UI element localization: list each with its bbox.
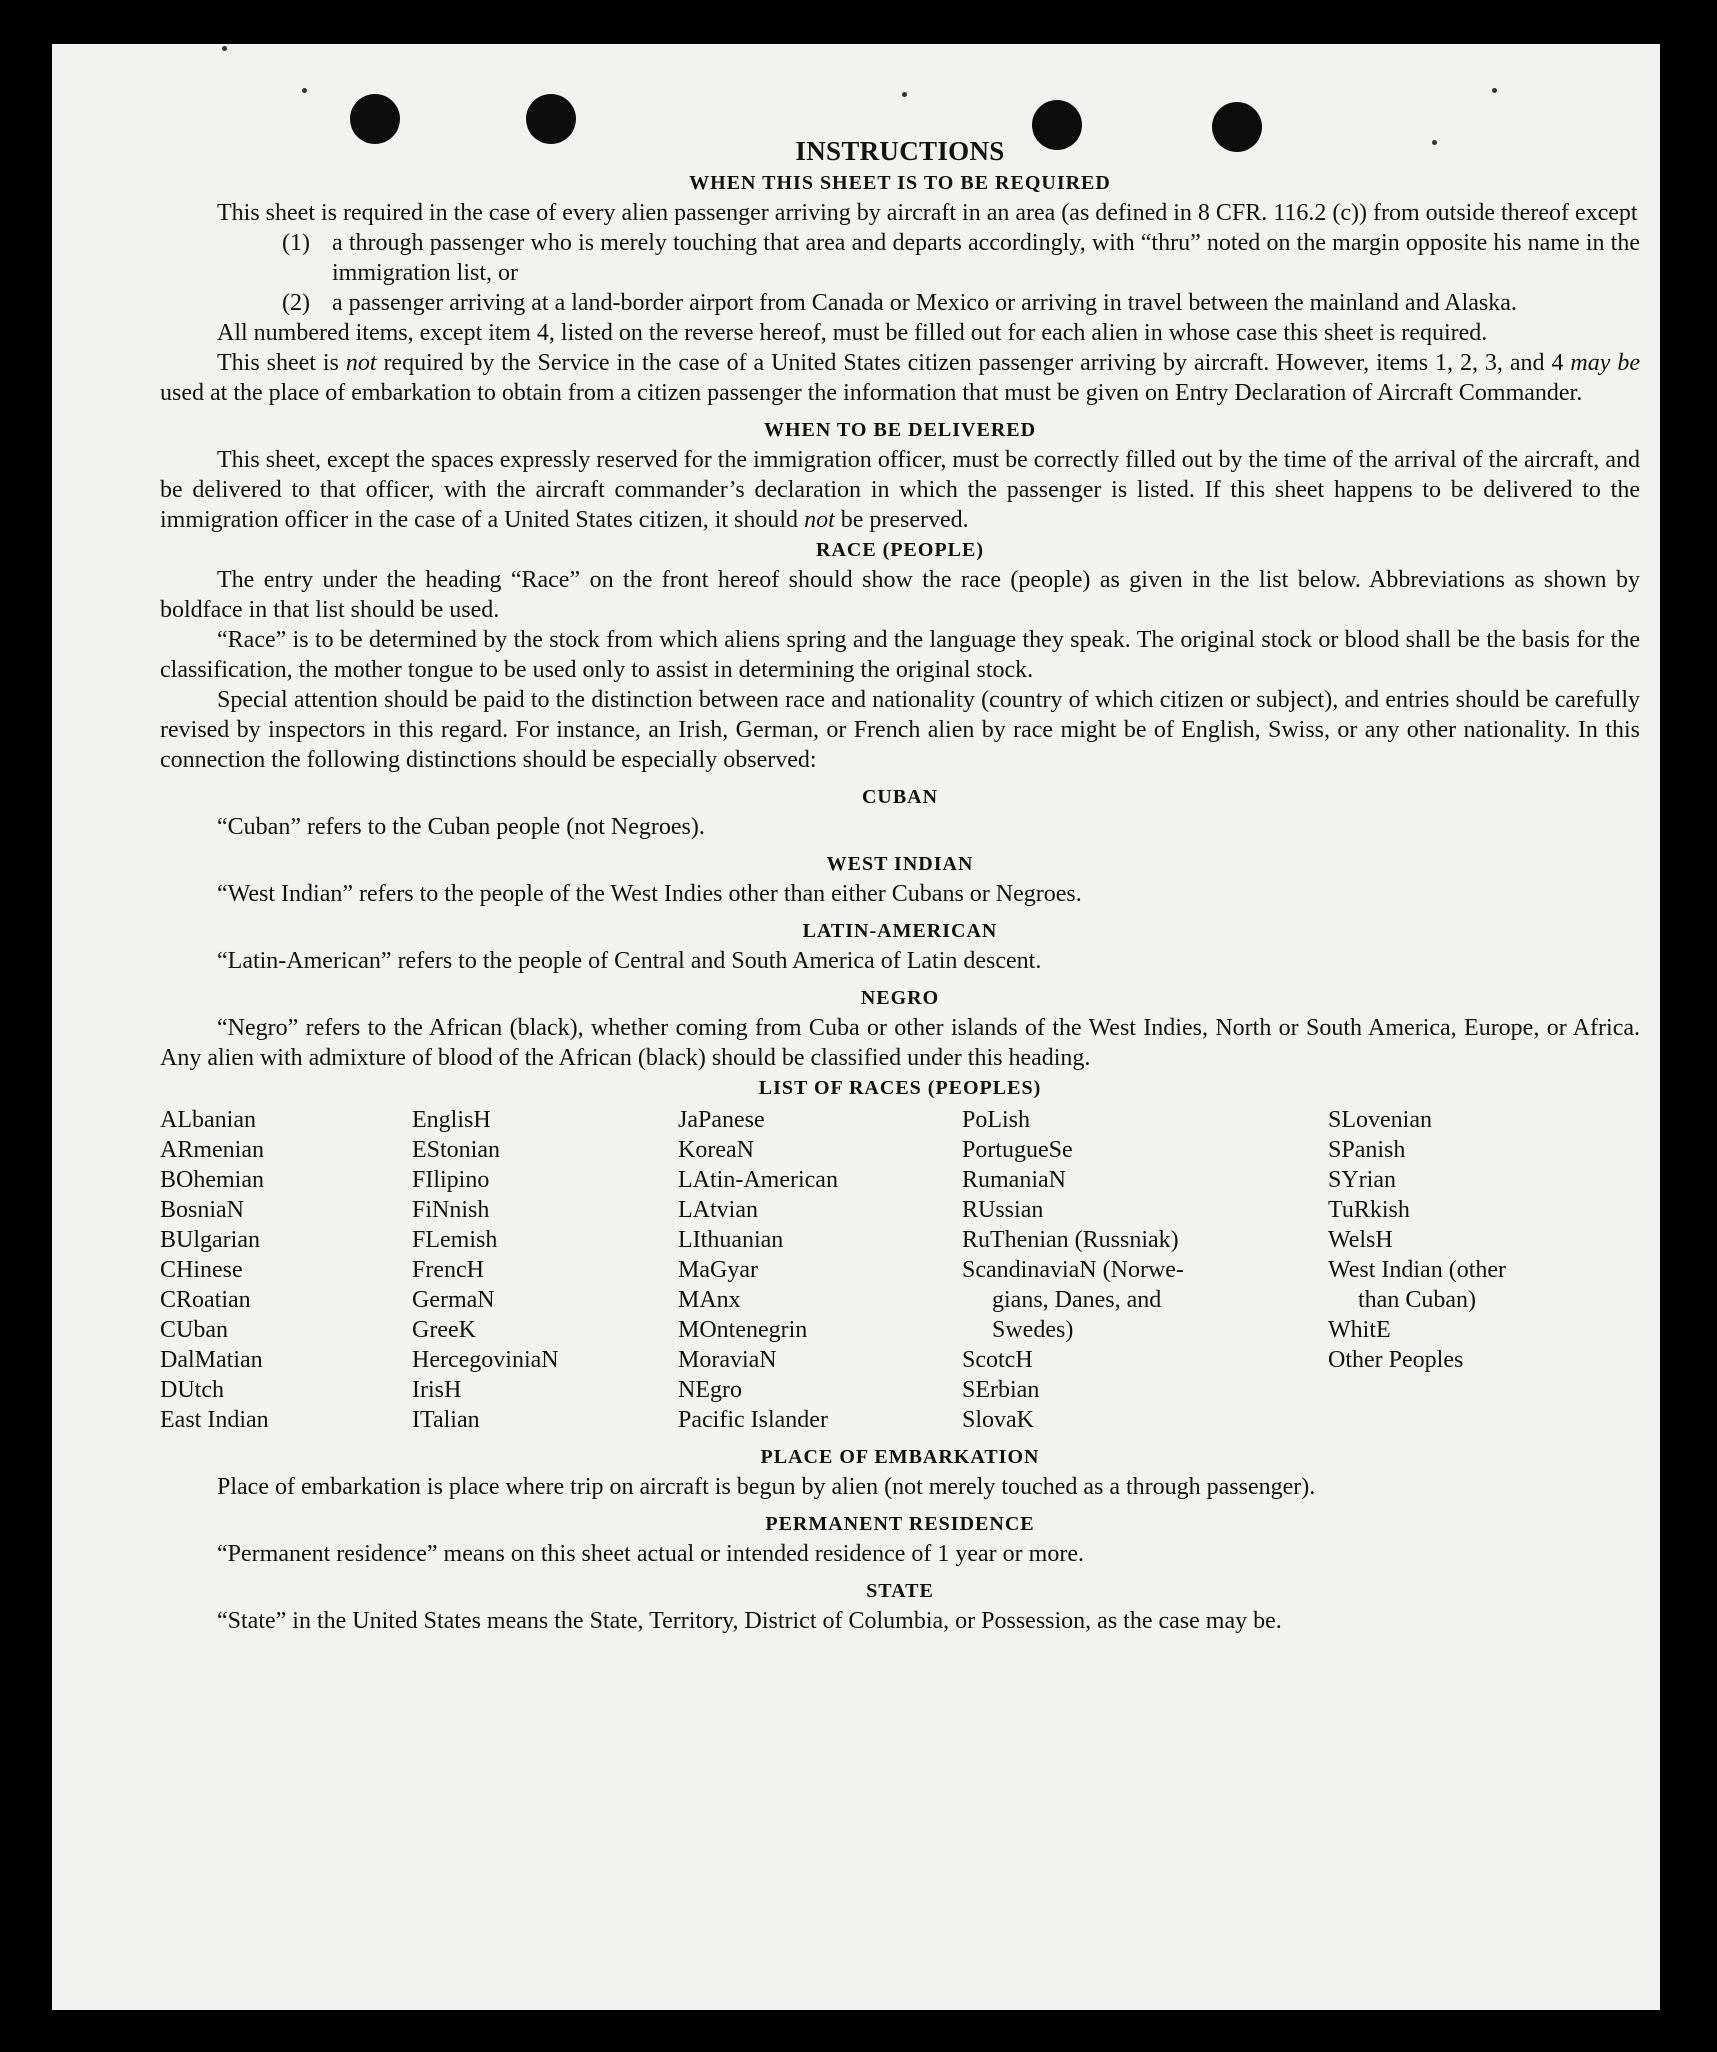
- paragraph: This sheet is not required by the Service in the case of a United States citizen passenger arriving by aircraft. However, items 1, 2, 3, and 4 may be used at the place of embarkation to obtain from a citizen passenger the information that must be given on Entry Declaration of Aircraft Commander.: [160, 350, 1641, 406]
- paragraph: All numbered items, except item 4, listed on the reverse hereof, must be filled out for each alien in whose case this sheet is required.: [217, 320, 1488, 346]
- race-item: CHinese: [160, 1257, 243, 1283]
- paragraph: Special attention should be paid to the distinction between race and nationality (country of which citizen or subject), and entries should be carefully revised by inspectors in this regard. For instance, an Irish, German, or French alien by race might be of English, Swiss, or any other nationality. In this connection the following distinctions should be especially observed:: [160, 687, 1640, 773]
- speck: [902, 92, 907, 97]
- race-item: MaGyar: [678, 1257, 758, 1283]
- race-item: ARmenian: [160, 1137, 264, 1163]
- race-item: SPanish: [1328, 1137, 1406, 1163]
- race-item: TuRkish: [1328, 1197, 1410, 1223]
- heading-when-delivered: WHEN TO BE DELIVERED: [763, 419, 1037, 441]
- race-item: ScandinaviaN (Norwe-: [962, 1257, 1184, 1283]
- race-item: WelsH: [1328, 1227, 1393, 1253]
- heading-place-of-embarkation: PLACE OF EMBARKATION: [760, 1446, 1040, 1468]
- race-column: [160, 1105, 412, 1435]
- heading-when-required: WHEN THIS SHEET IS TO BE REQUIRED: [689, 172, 1111, 194]
- heading-west-indian: WEST INDIAN: [826, 853, 974, 875]
- heading-cuban: CUBAN: [861, 786, 939, 808]
- race-item: gians, Danes, and: [992, 1287, 1162, 1313]
- item-text: a passenger arriving at a land-border airport from Canada or Mexico or arriving in travel between the mainland and Alaska.: [332, 290, 1517, 316]
- race-item: LAtvian: [678, 1197, 758, 1223]
- race-item: FiNnish: [412, 1197, 490, 1223]
- race-item: SLovenian: [1328, 1107, 1432, 1133]
- race-item: RumaniaN: [962, 1167, 1066, 1193]
- race-item: GreeK: [412, 1317, 476, 1343]
- document-sheet: [52, 44, 1660, 2010]
- paragraph: “Latin-American” refers to the people of Central and South America of Latin descent.: [217, 948, 1042, 974]
- race-item: East Indian: [160, 1407, 269, 1433]
- race-column: [678, 1105, 962, 1435]
- heading-state: STATE: [866, 1580, 934, 1602]
- paragraph: Place of embarkation is place where trip on aircraft is begun by alien (not merely touched as a through passenger).: [217, 1474, 1316, 1500]
- race-item: HercegoviniaN: [412, 1347, 559, 1373]
- race-item: EnglisH: [412, 1107, 491, 1133]
- race-column: [412, 1105, 678, 1435]
- paragraph: “Cuban” refers to the Cuban people (not Negroes).: [217, 814, 705, 840]
- heading-permanent-residence: PERMANENT RESIDENCE: [765, 1513, 1035, 1535]
- paragraph: The entry under the heading “Race” on the front hereof should show the race (people) as given in the list below. Abbreviations as shown by boldface in that list should be used.: [160, 567, 1640, 623]
- race-item: FLemish: [412, 1227, 498, 1253]
- race-item: ITalian: [412, 1407, 480, 1433]
- race-item: IrisH: [412, 1377, 462, 1403]
- race-item: FrencH: [412, 1257, 484, 1283]
- race-item: Pacific Islander: [678, 1407, 828, 1433]
- race-item: MOntenegrin: [678, 1317, 808, 1343]
- race-item: BOhemian: [160, 1167, 264, 1193]
- paragraph: “Permanent residence” means on this sheet actual or intended residence of 1 year or more.: [217, 1541, 1084, 1567]
- instructions-content: [160, 136, 1640, 1636]
- paragraph: This sheet is required in the case of every alien passenger arriving by aircraft in an area (as defined in 8 CFR. 116.2 (c)) from outside thereof except: [217, 200, 1638, 226]
- race-item: SErbian: [962, 1377, 1040, 1403]
- race-column: [1328, 1105, 1628, 1435]
- race-column: [962, 1105, 1328, 1435]
- race-item: ALbanian: [160, 1107, 256, 1133]
- race-item: MoraviaN: [678, 1347, 777, 1373]
- race-item: RuThenian (Russniak): [962, 1227, 1179, 1253]
- race-item: West Indian (other: [1328, 1257, 1507, 1283]
- race-item: EStonian: [412, 1137, 500, 1163]
- race-item: NEgro: [678, 1377, 742, 1403]
- race-list: [160, 1105, 1640, 1435]
- speck: [302, 88, 307, 93]
- paragraph: “State” in the United States means the State, Territory, District of Columbia, or Possession, as the case may be.: [217, 1608, 1282, 1634]
- race-item: Swedes): [992, 1317, 1074, 1343]
- item-number: (1): [282, 230, 310, 256]
- race-item: SlovaK: [962, 1407, 1034, 1433]
- race-item: RUssian: [962, 1197, 1044, 1223]
- race-item: KoreaN: [678, 1137, 754, 1163]
- race-item: CRoatian: [160, 1287, 251, 1313]
- heading-latin-american: LATIN-AMERICAN: [802, 920, 998, 942]
- heading-list-of-races: LIST OF RACES (PEOPLES): [758, 1077, 1042, 1099]
- race-item: WhitE: [1328, 1317, 1391, 1343]
- race-item: MAnx: [678, 1287, 741, 1313]
- race-item: GermaN: [412, 1287, 495, 1313]
- race-item: ScotcH: [962, 1347, 1033, 1373]
- item-number: (2): [282, 290, 310, 316]
- paragraph: “West Indian” refers to the people of the West Indies other than either Cubans or Negroes.: [217, 881, 1082, 907]
- race-item: Other Peoples: [1328, 1347, 1464, 1373]
- race-item: LAtin-American: [678, 1167, 838, 1193]
- race-item: DUtch: [160, 1377, 224, 1403]
- race-item: SYrian: [1328, 1167, 1396, 1193]
- race-item: BUlgarian: [160, 1227, 260, 1253]
- page-title: INSTRUCTIONS: [795, 136, 1005, 166]
- race-item: LIthuanian: [678, 1227, 784, 1253]
- race-item: DalMatian: [160, 1347, 263, 1373]
- race-item: CUban: [160, 1317, 228, 1343]
- speck: [222, 46, 227, 51]
- heading-negro: NEGRO: [860, 987, 940, 1009]
- paragraph: “Negro” refers to the African (black), whether coming from Cuba or other islands of the West Indies, North or South America, Europe, or Africa. Any alien with admixture of blood of the African (black) should be classified under this heading.: [160, 1015, 1640, 1071]
- race-item: than Cuban): [1358, 1287, 1476, 1313]
- paragraph: This sheet, except the spaces expressly reserved for the immigration officer, must be correctly filled out by the time of the arrival of the aircraft, and be delivered to that officer, with the aircraft commander’s declaration in which the passenger is listed. If this sheet happens to be delivered to the immigration officer in the case of a United States citizen, it should not be preserved.: [160, 447, 1640, 533]
- race-item: BosniaN: [160, 1197, 244, 1223]
- heading-race: RACE (PEOPLE): [816, 539, 984, 561]
- speck: [1492, 88, 1497, 93]
- paragraph: “Race” is to be determined by the stock from which aliens spring and the language they speak. The original stock or blood shall be the basis for the classification, the mother tongue to be used only to assist in determining the original stock.: [160, 627, 1640, 683]
- item-text: a through passenger who is merely touching that area and departs accordingly, with “thru” noted on the margin opposite his name in the immigration list, or: [332, 230, 1640, 286]
- race-item: PortugueSe: [962, 1137, 1073, 1163]
- numbered-item: [160, 288, 1640, 318]
- race-item: JaPanese: [678, 1107, 765, 1133]
- race-item: FIlipino: [412, 1167, 490, 1193]
- race-item: PoLish: [962, 1107, 1031, 1133]
- numbered-item: [160, 228, 1640, 288]
